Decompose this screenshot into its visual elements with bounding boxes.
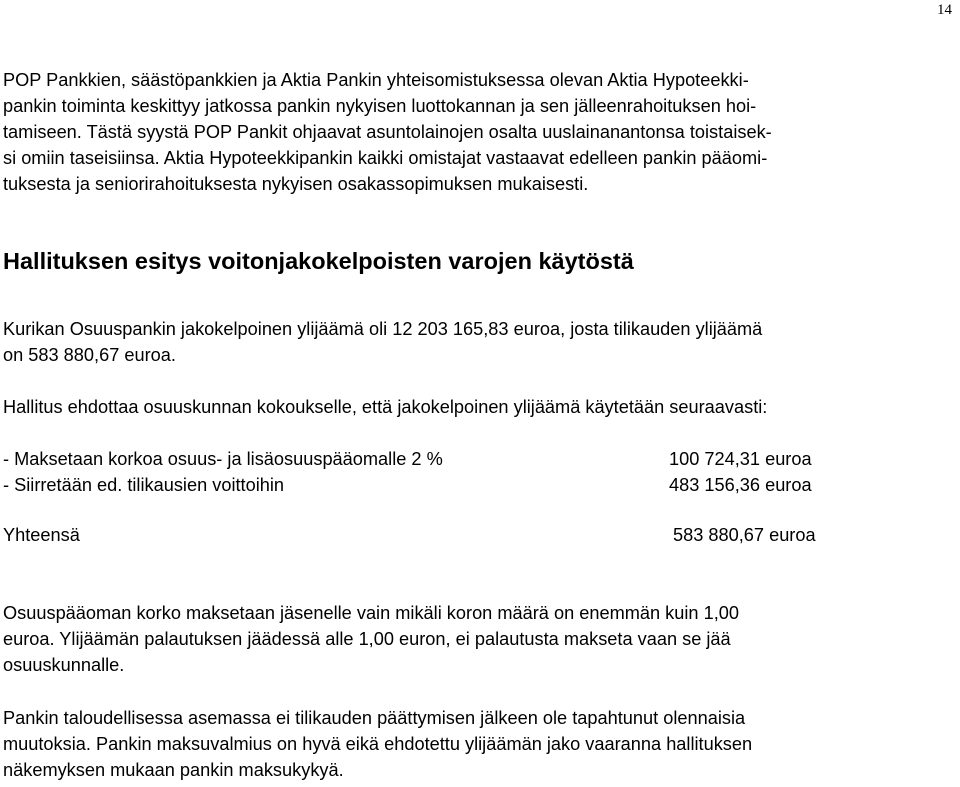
closing-line: muutoksia. Pankin maksuvalmius on hyvä eikä ehdotettu ylijäämän jako vaaranna hallituksen <box>3 734 753 754</box>
interest-note-line: Osuuspääoman korko maksetaan jäsenelle vain mikäli koron määrä on enemmän kuin 1,00 <box>3 603 739 623</box>
total-amount: 583 880,67 euroa <box>673 525 816 545</box>
interest-note-line: euroa. Ylijäämän palautuksen jäädessä alle 1,00 euron, ei palautusta makseta vaan se jää <box>3 629 731 649</box>
intro-line: POP Pankkien, säästöpankkien ja Aktia Pankin yhteisomistuksessa olevan Aktia Hypoteekki- <box>3 70 749 90</box>
closing-line: Pankin taloudellisessa asemassa ei tilikauden päättymisen jälkeen ole tapahtunut olennaisia <box>3 708 746 728</box>
proposal-text: Hallitus ehdottaa osuuskunnan kokoukselle, että jakokelpoinen ylijäämä käytetään seuraavasti: <box>3 397 768 417</box>
page-number: 14 <box>937 2 952 18</box>
total-label: Yhteensä <box>3 525 80 545</box>
intro-line: tamiseen. Tästä syystä POP Pankit ohjaavat asuntolainojen osalta uuslainanantonsa toistaisek- <box>3 122 772 142</box>
closing-line: näkemyksen mukaan pankin maksukykyä. <box>3 760 344 780</box>
surplus-line: on 583 880,67 euroa. <box>3 345 176 365</box>
surplus-line: Kurikan Osuuspankin jakokelpoinen ylijäämä oli 12 203 165,83 euroa, josta tilikauden ylijäämä <box>3 319 763 339</box>
allocation-label: - Maksetaan korkoa osuus- ja lisäosuuspääomalle 2 % <box>3 449 443 469</box>
section-heading: Hallituksen esitys voitonjakokelpoisten varojen käytöstä <box>3 248 634 274</box>
intro-line: si omiin taseisiinsa. Aktia Hypoteekkipankin kaikki omistajat vastaavat edelleen pankin pääomi- <box>3 148 768 168</box>
allocation-amount: 100 724,31 euroa <box>669 449 812 469</box>
allocation-amount: 483 156,36 euroa <box>669 475 812 495</box>
intro-line: pankin toiminta keskittyy jatkossa pankin nykyisen luottokannan ja sen jälleenrahoituksen hoi- <box>3 96 757 116</box>
allocation-label: - Siirretään ed. tilikausien voittoihin <box>3 475 285 495</box>
interest-note-line: osuuskunnalle. <box>3 655 125 675</box>
intro-line: tuksesta ja seniorirahoituksesta nykyisen osakassopimuksen mukaisesti. <box>3 174 589 194</box>
